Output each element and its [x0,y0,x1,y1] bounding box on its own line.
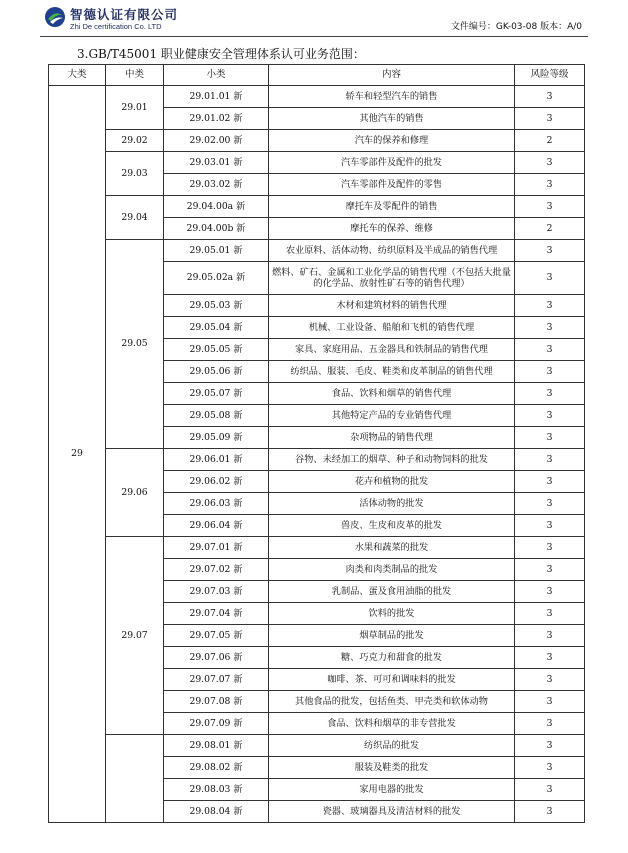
table-row [49,196,585,218]
content-cell: 其他食品的批发，包括鱼类、甲壳类和软体动物 [269,691,515,713]
content-cell: 兽皮、生皮和皮革的批发 [269,515,515,537]
table-header-row [49,65,585,86]
risk-level-cell: 3 [515,647,585,669]
minor-category-cell: 29.07.09 新 [164,713,269,735]
major-category-cell: 29 [49,86,106,823]
minor-category-cell: 29.04.00a 新 [164,196,269,218]
header-minor: 小类 [164,65,269,86]
risk-level-cell: 3 [515,174,585,196]
content-cell: 农业原料、活体动物、纺织原料及半成品的销售代理 [269,240,515,262]
table-row [49,240,585,262]
minor-category-cell: 29.03.02 新 [164,174,269,196]
risk-level-cell: 3 [515,581,585,603]
content-cell: 烟草制品的批发 [269,625,515,647]
content-cell: 机械、工业设备、船舶和飞机的销售代理 [269,317,515,339]
header-middle: 中类 [106,65,164,86]
minor-category-cell: 29.08.02 新 [164,757,269,779]
minor-category-cell: 29.05.07 新 [164,383,269,405]
minor-category-cell: 29.07.07 新 [164,669,269,691]
content-cell: 咖啡、茶、可可和调味料的批发 [269,669,515,691]
minor-category-cell: 29.06.03 新 [164,493,269,515]
company-name-en: Zhi De certification Co. LTD [70,22,162,31]
content-cell: 活体动物的批发 [269,493,515,515]
risk-level-cell: 3 [515,757,585,779]
minor-category-cell: 29.01.02 新 [164,108,269,130]
content-cell: 汽车的保养和修理 [269,130,515,152]
header-content: 内容 [269,65,515,86]
risk-level-cell: 3 [515,471,585,493]
risk-level-cell: 3 [515,735,585,757]
risk-level-cell: 3 [515,196,585,218]
risk-level-cell: 3 [515,515,585,537]
minor-category-cell: 29.07.01 新 [164,537,269,559]
minor-category-cell: 29.02.00 新 [164,130,269,152]
content-cell: 食品、饮料和烟草的非专营批发 [269,713,515,735]
risk-level-cell: 3 [515,317,585,339]
content-cell: 摩托车的保养、维修 [269,218,515,240]
content-cell: 纺织品的批发 [269,735,515,757]
risk-level-cell: 3 [515,86,585,108]
section-title: 3.GB/T45001 职业健康安全管理体系认可业务范围： [77,47,365,61]
file-info: 文件编号：GK-03-08 版本：A/0 [450,22,582,32]
middle-category-cell: 29.04 [106,196,164,240]
risk-level-cell: 3 [515,339,585,361]
risk-level-cell: 3 [515,262,585,295]
content-cell: 摩托车及零配件的销售 [269,196,515,218]
minor-category-cell: 29.05.01 新 [164,240,269,262]
content-cell: 杂项物品的销售代理 [269,427,515,449]
risk-level-cell: 2 [515,130,585,152]
content-cell: 木材和建筑材料的销售代理 [269,295,515,317]
risk-level-cell: 3 [515,559,585,581]
content-cell: 汽车零部件及配件的零售 [269,174,515,196]
header-divider [40,36,588,37]
minor-category-cell: 29.06.02 新 [164,471,269,493]
middle-category-cell: 29.03 [106,152,164,196]
table-row [49,537,585,559]
minor-category-cell: 29.06.04 新 [164,515,269,537]
content-cell: 瓷器、玻璃器具及清洁材料的批发 [269,801,515,823]
middle-category-cell: 29.07 [106,537,164,735]
minor-category-cell: 29.05.04 新 [164,317,269,339]
minor-category-cell: 29.05.03 新 [164,295,269,317]
risk-level-cell: 3 [515,493,585,515]
middle-category-cell [106,735,164,823]
minor-category-cell: 29.08.01 新 [164,735,269,757]
minor-category-cell: 29.05.05 新 [164,339,269,361]
minor-category-cell: 29.05.08 新 [164,405,269,427]
content-cell: 谷物、未经加工的烟草、种子和动物饲料的批发 [269,449,515,471]
risk-level-cell: 3 [515,152,585,174]
risk-level-cell: 3 [515,240,585,262]
content-cell: 肉类和肉类制品的批发 [269,559,515,581]
middle-category-cell: 29.05 [106,240,164,449]
company-name-cn: 智德认证有限公司 [70,7,179,22]
content-cell: 服装及鞋类的批发 [269,757,515,779]
minor-category-cell: 29.06.01 新 [164,449,269,471]
content-cell: 汽车零部件及配件的批发 [269,152,515,174]
middle-category-cell: 29.02 [106,130,164,152]
middle-category-cell: 29.06 [106,449,164,537]
risk-level-cell: 3 [515,108,585,130]
risk-level-cell: 3 [515,603,585,625]
risk-level-cell: 2 [515,218,585,240]
risk-level-cell: 3 [515,625,585,647]
risk-level-cell: 3 [515,405,585,427]
minor-category-cell: 29.03.01 新 [164,152,269,174]
minor-category-cell: 29.01.01 新 [164,86,269,108]
risk-level-cell: 3 [515,713,585,735]
minor-category-cell: 29.08.03 新 [164,779,269,801]
risk-level-cell: 3 [515,295,585,317]
table-body [49,86,585,823]
risk-level-cell: 3 [515,691,585,713]
content-cell: 其他特定产品的专业销售代理 [269,405,515,427]
minor-category-cell: 29.07.06 新 [164,647,269,669]
middle-category-cell: 29.01 [106,86,164,130]
content-cell: 其他汽车的销售 [269,108,515,130]
header-risk-level: 风险等级 [515,65,585,86]
content-cell: 家用电器的批发 [269,779,515,801]
table-row [49,449,585,471]
minor-category-cell: 29.07.03 新 [164,581,269,603]
content-cell: 糖、巧克力和甜食的批发 [269,647,515,669]
risk-level-cell: 3 [515,669,585,691]
content-cell: 水果和蔬菜的批发 [269,537,515,559]
table-row [49,86,585,108]
page-header [0,0,628,38]
content-cell: 食品、饮料和烟草的销售代理 [269,383,515,405]
minor-category-cell: 29.05.06 新 [164,361,269,383]
table-row [49,152,585,174]
minor-category-cell: 29.05.02a 新 [164,262,269,295]
risk-level-cell: 3 [515,383,585,405]
content-cell: 家具、家庭用品、五金器具和铁制品的销售代理 [269,339,515,361]
risk-level-cell: 3 [515,427,585,449]
content-cell: 纺织品、服装、毛皮、鞋类和皮革制品的销售代理 [269,361,515,383]
content-cell: 饮料的批发 [269,603,515,625]
risk-level-cell: 3 [515,537,585,559]
minor-category-cell: 29.07.02 新 [164,559,269,581]
header-major: 大类 [49,65,106,86]
table-row [49,130,585,152]
company-logo-icon [44,6,66,28]
minor-category-cell: 29.07.04 新 [164,603,269,625]
content-cell: 花卉和植物的批发 [269,471,515,493]
minor-category-cell: 29.04.00b 新 [164,218,269,240]
minor-category-cell: 29.08.04 新 [164,801,269,823]
minor-category-cell: 29.05.09 新 [164,427,269,449]
business-scope-table [48,64,585,823]
risk-level-cell: 3 [515,779,585,801]
minor-category-cell: 29.07.05 新 [164,625,269,647]
minor-category-cell: 29.07.08 新 [164,691,269,713]
risk-level-cell: 3 [515,361,585,383]
content-cell: 乳制品、蛋及食用油脂的批发 [269,581,515,603]
table-row [49,735,585,757]
content-cell: 轿车和轻型汽车的销售 [269,86,515,108]
risk-level-cell: 3 [515,449,585,471]
risk-level-cell: 3 [515,801,585,823]
content-cell: 燃料、矿石、金属和工业化学品的销售代理（不包括大批量的化学品、放射性矿石等的销售代理） [269,262,515,295]
